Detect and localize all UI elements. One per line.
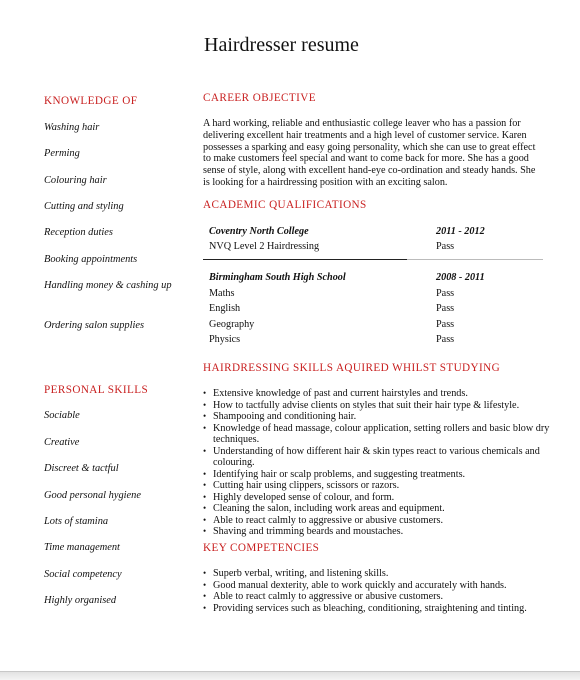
list-item <box>203 411 553 423</box>
list-item-text: Extensive knowledge of past and current hairstyles and trends. <box>213 388 468 399</box>
personal-skill-item: Social competency <box>44 569 122 580</box>
list-item <box>203 469 553 481</box>
subject-name: Physics <box>209 334 241 345</box>
list-item <box>203 423 553 446</box>
list-item-text: Identifying hair or scalp problems, and suggesting treatments. <box>213 468 466 480</box>
subject-name: English <box>209 303 241 314</box>
career-objective-section <box>203 92 543 189</box>
career-objective-text: A hard working, reliable and enthusiastic college leaver who has a passion for delivering excellent hair treatments and a high level of customer service. Karen possesses a sparking and easy going personality, which she can use to great effect to make customers feel special and want to come back for more. She has a good sense of style, along with excellent hand-eye co-ordination and steady hands. She is looking for a hairdressing position with an exciting salon. <box>203 118 536 188</box>
page-title: Hairdresser resume <box>204 34 359 56</box>
bullet-icon: • <box>203 388 207 398</box>
knowledge-item: Cutting and styling <box>44 201 124 212</box>
bullet-icon: • <box>203 568 207 578</box>
list-item-text: Cleaning the salon, including work areas and equipment. <box>213 503 445 514</box>
bullet-icon: • <box>203 445 207 456</box>
hairdressing-skills-list <box>203 388 553 538</box>
knowledge-section <box>44 95 184 331</box>
subject-result: Pass <box>436 288 455 299</box>
academic-section <box>203 199 543 349</box>
list-item <box>203 591 553 603</box>
knowledge-item: Ordering salon supplies <box>44 320 145 331</box>
list-item-text: Good manual dexterity, able to work quickly and accurately with hands. <box>213 579 507 591</box>
list-item <box>203 526 553 538</box>
key-competencies-list <box>203 568 553 614</box>
key-competencies-section <box>203 542 553 614</box>
list-item-text: Shampooing and conditioning hair. <box>213 411 357 422</box>
divider <box>203 259 543 260</box>
key-competencies-heading: KEY COMPETENCIES <box>203 542 320 554</box>
personal-skill-item: Good personal hygiene <box>44 490 141 501</box>
personal-skill-item: Creative <box>44 437 80 448</box>
list-item-text: Highly developed sense of colour, and form. <box>213 491 395 503</box>
bullet-icon: • <box>203 422 207 433</box>
list-item-text: Cutting hair using clippers, scissors or razors. <box>213 480 400 491</box>
bullet-icon: • <box>203 602 207 613</box>
bullet-icon: • <box>203 411 207 421</box>
list-item-text: Understanding of how different hair & skin types react to various chemicals and colouring. <box>213 445 540 468</box>
list-item <box>203 480 553 492</box>
knowledge-item: Perming <box>44 148 80 159</box>
subject-name: Geography <box>209 319 255 330</box>
personal-skills-section <box>44 384 184 606</box>
subject-result: Pass <box>436 334 455 345</box>
knowledge-heading: KNOWLEDGE OF <box>44 95 138 107</box>
bullet-icon: • <box>203 579 207 590</box>
hairdressing-skills-heading: HAIRDRESSING SKILLS AQUIRED WHILST STUDYING <box>203 362 501 374</box>
hairdressing-skills-section <box>203 362 553 538</box>
subject-result: Pass <box>436 303 455 314</box>
personal-skill-item: Highly organised <box>44 595 117 606</box>
page-bottom-edge <box>0 671 580 680</box>
personal-skill-item: Sociable <box>44 410 80 421</box>
bullet-icon: • <box>203 526 207 536</box>
school-years: 2008 - 2011 <box>436 272 485 283</box>
bullet-icon: • <box>203 399 207 410</box>
list-item-text: Able to react calmly to aggressive or abusive customers. <box>213 591 443 602</box>
subject-name: NVQ Level 2 Hairdressing <box>209 241 320 252</box>
list-item <box>203 446 553 469</box>
list-item <box>203 503 553 515</box>
knowledge-item: Handling money & cashing up <box>44 280 172 291</box>
school-name: Coventry North College <box>209 226 309 237</box>
list-item-text: Providing services such as bleaching, conditioning, straightening and tinting. <box>213 602 527 614</box>
bullet-icon: • <box>203 468 207 479</box>
list-item-text: Knowledge of head massage, colour application, setting rollers and basic blow dry techniques. <box>213 422 550 445</box>
bullet-icon: • <box>203 514 207 525</box>
knowledge-item: Reception duties <box>44 227 113 238</box>
school-name: Birmingham South High School <box>209 272 346 283</box>
list-item-text: Shaving and trimming beards and moustaches. <box>213 526 404 537</box>
bullet-icon: • <box>203 591 207 601</box>
school-years: 2011 - 2012 <box>436 226 485 237</box>
personal-skill-item: Lots of stamina <box>44 516 109 527</box>
knowledge-item: Booking appointments <box>44 254 138 265</box>
list-item-text: Superb verbal, writing, and listening skills. <box>213 568 389 579</box>
bullet-icon: • <box>203 503 207 513</box>
subject-result: Pass <box>436 241 455 252</box>
subject-name: Maths <box>209 288 235 299</box>
career-objective-heading: CAREER OBJECTIVE <box>203 92 316 104</box>
personal-skill-item: Discreet & tactful <box>44 463 119 474</box>
list-item <box>203 580 553 592</box>
personal-skills-heading: PERSONAL SKILLS <box>44 384 149 396</box>
bullet-icon: • <box>203 480 207 490</box>
list-item <box>203 400 553 412</box>
personal-skill-item: Time management <box>44 542 120 553</box>
list-item <box>203 492 553 504</box>
list-item <box>203 603 553 615</box>
knowledge-item: Washing hair <box>44 122 100 133</box>
list-item <box>203 568 553 580</box>
academic-heading: ACADEMIC QUALIFICATIONS <box>203 199 367 211</box>
list-item <box>203 515 553 527</box>
bullet-icon: • <box>203 491 207 502</box>
list-item-text: Able to react calmly to aggressive or abusive customers. <box>213 514 443 526</box>
list-item <box>203 388 553 400</box>
knowledge-item: Colouring hair <box>44 175 107 186</box>
list-item-text: How to tactfully advise clients on styles that suit their hair type & lifestyle. <box>213 399 520 411</box>
subject-result: Pass <box>436 319 455 330</box>
